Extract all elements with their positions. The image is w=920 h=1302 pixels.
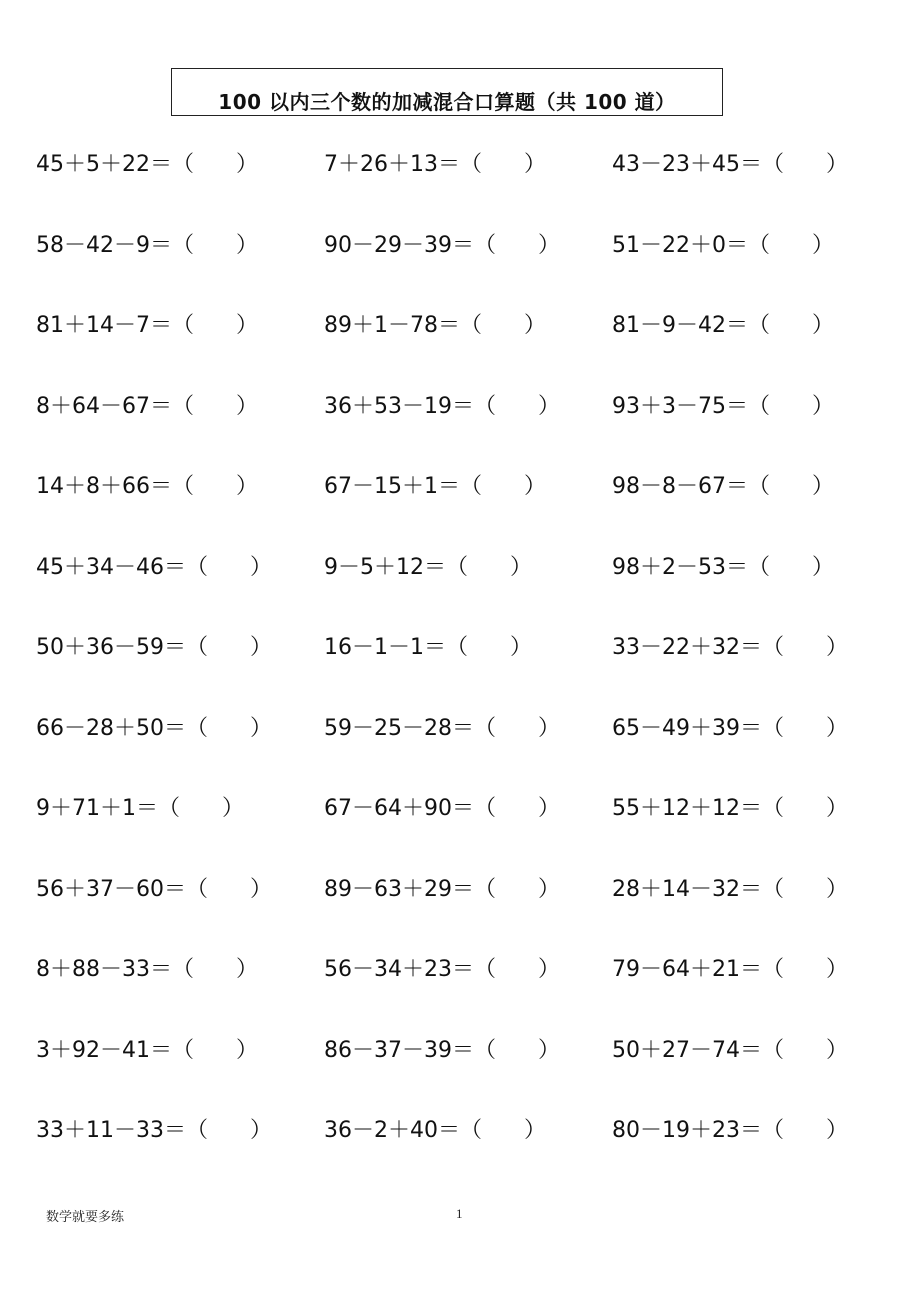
problem-item: 66－28＋50＝（ ） xyxy=(36,715,272,741)
problem-item: 16－1－1＝（ ） xyxy=(324,635,532,660)
page-number: 1 xyxy=(456,1206,463,1221)
problem-item: 58－42－9＝（ ） xyxy=(36,232,258,258)
problem-item: 98－8－67＝（ ） xyxy=(612,474,834,499)
problem-item: 90－29－39＝（ ） xyxy=(324,232,560,258)
problem-item: 9＋71＋1＝（ ） xyxy=(36,796,244,821)
problem-item: 36＋53－19＝（ ） xyxy=(324,393,560,419)
problem-item: 36－2＋40＝（ ） xyxy=(324,1118,546,1143)
footer-text: 数学就要多练 xyxy=(46,1210,125,1225)
problem-item: 67－64＋90＝（ ） xyxy=(324,796,560,821)
problem-item: 9－5＋12＝（ ） xyxy=(324,554,532,580)
problem-item: 33＋11－33＝（ ） xyxy=(36,1118,272,1143)
problem-item: 81－9－42＝（ ） xyxy=(612,313,834,338)
problem-item: 93＋3－75＝（ ） xyxy=(612,393,834,419)
problem-item: 45＋34－46＝（ ） xyxy=(36,554,272,580)
problem-item: 28＋14－32＝（ ） xyxy=(612,876,848,902)
problem-item: 55＋12＋12＝（ ） xyxy=(612,796,848,821)
problem-grid xyxy=(0,125,920,1160)
problem-item: 89－63＋29＝（ ） xyxy=(324,876,560,902)
problem-item: 8＋64－67＝（ ） xyxy=(36,393,258,419)
problem-item: 79－64＋21＝（ ） xyxy=(612,957,848,982)
worksheet-title: 100 以内三个数的加减混合口算题（共 100 道） xyxy=(171,68,723,116)
problem-item: 67－15＋1＝（ ） xyxy=(324,474,546,499)
problem-item: 98＋2－53＝（ ） xyxy=(612,554,834,580)
problem-item: 89＋1－78＝（ ） xyxy=(324,313,546,338)
problem-item: 50＋27－74＝（ ） xyxy=(612,1037,848,1063)
problem-item: 86－37－39＝（ ） xyxy=(324,1037,560,1063)
problem-item: 81＋14－7＝（ ） xyxy=(36,313,258,338)
problem-item: 50＋36－59＝（ ） xyxy=(36,635,272,660)
problem-item: 56－34＋23＝（ ） xyxy=(324,957,560,982)
problem-item: 51－22＋0＝（ ） xyxy=(612,232,834,258)
problem-item: 80－19＋23＝（ ） xyxy=(612,1118,848,1143)
problem-item: 3＋92－41＝（ ） xyxy=(36,1037,258,1063)
problem-item: 65－49＋39＝（ ） xyxy=(612,715,848,741)
problem-item: 59－25－28＝（ ） xyxy=(324,715,560,741)
problem-item: 33－22＋32＝（ ） xyxy=(612,635,848,660)
problem-item: 7＋26＋13＝（ ） xyxy=(324,152,546,177)
problem-item: 8＋88－33＝（ ） xyxy=(36,957,258,982)
problem-item: 45＋5＋22＝（ ） xyxy=(36,152,258,177)
problem-item: 56＋37－60＝（ ） xyxy=(36,876,272,902)
problem-item: 43－23＋45＝（ ） xyxy=(612,152,848,177)
problem-item: 14＋8＋66＝（ ） xyxy=(36,474,258,499)
